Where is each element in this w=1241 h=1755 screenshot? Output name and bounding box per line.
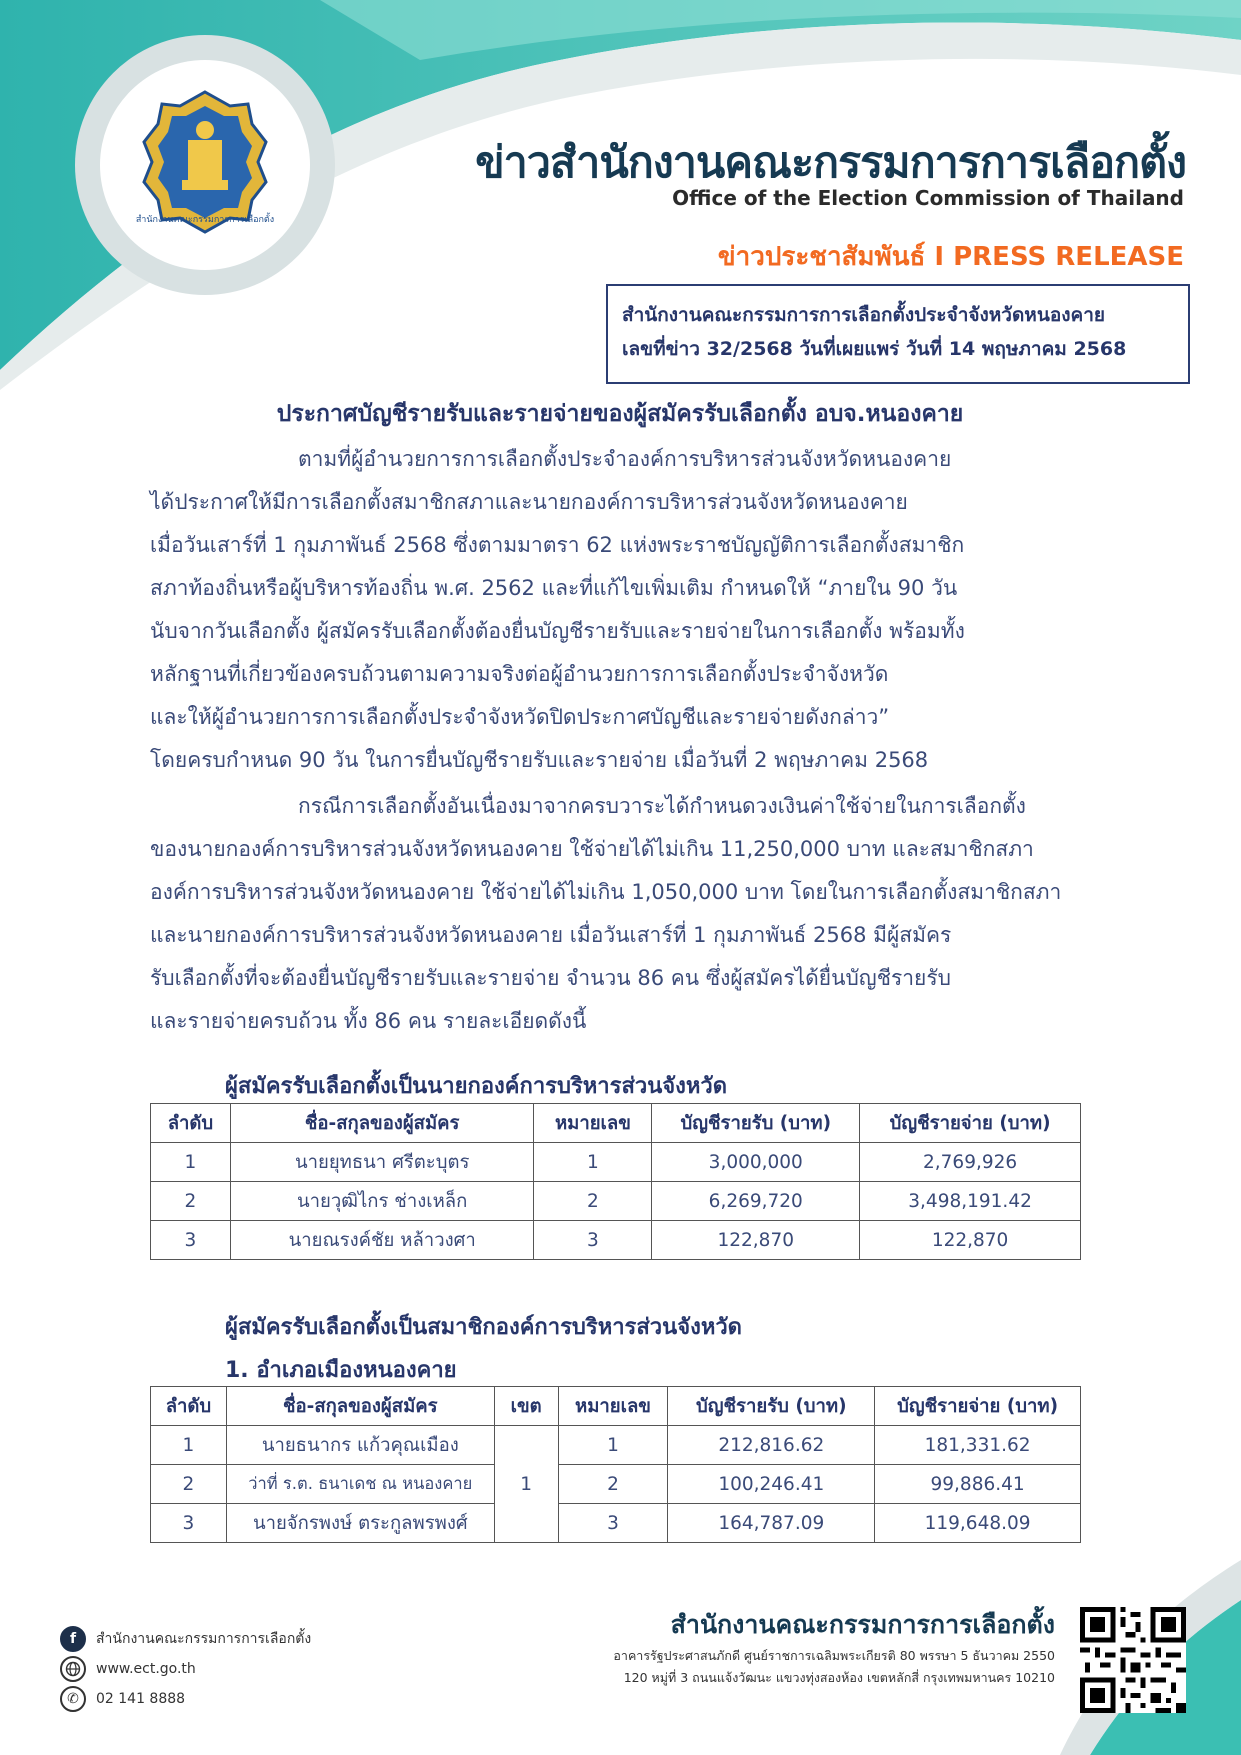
- col-header: เขต: [494, 1387, 558, 1426]
- cell: 3: [558, 1504, 668, 1543]
- cell: นายจักรพงษ์ ตระกูลพรพงศ์: [226, 1504, 494, 1543]
- cell: 122,870: [652, 1221, 860, 1260]
- cell: 1: [151, 1426, 227, 1465]
- facebook-icon: f: [60, 1626, 86, 1652]
- phone-icon: ✆: [60, 1686, 86, 1712]
- paragraph-line: และนายกองค์การบริหารส่วนจังหวัดหนองคาย เมื่อวันเสาร์ที่ 1 กุมภาพันธ์ 2568 มีผู้สมัคร: [150, 923, 952, 947]
- col-header: หมายเลข: [534, 1104, 652, 1143]
- cell: 99,886.41: [875, 1465, 1081, 1504]
- cell: 164,787.09: [668, 1504, 875, 1543]
- qr-code[interactable]: [1080, 1607, 1186, 1713]
- ect-logo: [120, 80, 290, 250]
- globe-icon: [60, 1656, 86, 1682]
- col-header: ลำดับ: [151, 1104, 231, 1143]
- cell: 212,816.62: [668, 1426, 875, 1465]
- cell: 2: [534, 1182, 652, 1221]
- paragraph-line: สภาท้องถิ่นหรือผู้บริหารท้องถิ่น พ.ศ. 2562 และที่แก้ไขเพิ่มเติม กำหนดให้ “ภายใน 90 วัน: [150, 576, 958, 600]
- paragraph-line: ของนายกองค์การบริหารส่วนจังหวัดหนองคาย ใช้จ่ายได้ไม่เกิน 11,250,000 บาท และสมาชิกสภา: [150, 837, 1034, 861]
- table-row: [151, 1426, 1081, 1465]
- col-header: บัญชีรายรับ (บาท): [668, 1387, 875, 1426]
- cell: 2: [151, 1465, 227, 1504]
- mayor-candidates-table: [150, 1103, 1081, 1260]
- announcement-title: ประกาศบัญชีรายรับและรายจ่ายของผู้สมัครรับเลือกตั้ง อบจ.หนองคาย: [276, 401, 964, 427]
- table-row: [151, 1465, 1081, 1504]
- website-label: www.ect.go.th: [96, 1661, 196, 1677]
- footer-phone[interactable]: [60, 1686, 185, 1712]
- cell: 100,246.41: [668, 1465, 875, 1504]
- header-title-thai: ข่าวสำนักงานคณะกรรมการการเลือกตั้ง: [475, 138, 1186, 188]
- cell: ว่าที่ ร.ต. ธนาเดช ณ หนองคาย: [226, 1465, 494, 1504]
- district-cell: 1: [494, 1426, 558, 1543]
- cell: นายณรงค์ชัย หล้าวงศา: [230, 1221, 534, 1260]
- paragraph-line: โดยครบกำหนด 90 วัน ในการยื่นบัญชีรายรับและรายจ่าย เมื่อวันที่ 2 พฤษภาคม 2568: [150, 748, 929, 772]
- release-info-box: [606, 284, 1190, 384]
- release-office: สำนักงานคณะกรรมการการเลือกตั้งประจำจังหวัดหนองคาย: [622, 304, 1106, 326]
- paragraph-line: เมื่อวันเสาร์ที่ 1 กุมภาพันธ์ 2568 ซึ่งตามมาตรา 62 แห่งพระราชบัญญัติการเลือกตั้งสมาชิก: [150, 533, 965, 557]
- footer-address-line2: 120 หมู่ที่ 3 ถนนแจ้งวัฒนะ แขวงทุ่งสองห้อง เขตหลักสี่ กรุงเทพมหานคร 10210: [623, 1670, 1055, 1685]
- cell: นายยุทธนา ศรีตะบุตร: [230, 1143, 534, 1182]
- paragraph-line: นับจากวันเลือกตั้ง ผู้สมัครรับเลือกตั้งต้องยื่นบัญชีรายรับและรายจ่ายในการเลือกตั้ง พร้อมทั้ง: [150, 619, 965, 643]
- col-header: ชื่อ-สกุลของผู้สมัคร: [230, 1104, 534, 1143]
- paragraph-1: [150, 438, 1090, 782]
- table2-heading: ผู้สมัครรับเลือกตั้งเป็นสมาชิกองค์การบริหารส่วนจังหวัด: [225, 1315, 742, 1340]
- footer-website[interactable]: [60, 1656, 196, 1682]
- paragraph-line: และรายจ่ายครบถ้วน ทั้ง 86 คน รายละเอียดดังนี้: [150, 1009, 587, 1033]
- table-header-row: [151, 1387, 1081, 1426]
- paragraph-line: กรณีการเลือกตั้งอันเนื่องมาจากครบวาระได้กำหนดวงเงินค่าใช้จ่ายในการเลือกตั้ง: [298, 794, 1026, 818]
- cell: นายวุฒิไกร ช่างเหล็ก: [230, 1182, 534, 1221]
- facebook-label: สำนักงานคณะกรรมการการเลือกตั้ง: [96, 1631, 312, 1647]
- table2-subheading: 1. อำเภอเมืองหนองคาย: [225, 1358, 457, 1383]
- col-header: ลำดับ: [151, 1387, 227, 1426]
- press-release-label: ข่าวประชาสัมพันธ์ I PRESS RELEASE: [717, 242, 1184, 272]
- cell: 119,648.09: [875, 1504, 1081, 1543]
- cell: 2,769,926: [860, 1143, 1081, 1182]
- col-header: ชื่อ-สกุลของผู้สมัคร: [226, 1387, 494, 1426]
- paragraph-line: องค์การบริหารส่วนจังหวัดหนองคาย ใช้จ่ายได้ไม่เกิน 1,050,000 บาท โดยในการเลือกตั้งสมาชิกสภา: [150, 880, 1062, 904]
- paragraph-line: ตามที่ผู้อำนวยการการเลือกตั้งประจำองค์การบริหารส่วนจังหวัดหนองคาย: [298, 447, 952, 471]
- logo-arc-text: สำนักงานคณะกรรมการการเลือกตั้ง: [135, 215, 275, 225]
- table-row: [151, 1221, 1081, 1260]
- release-number-date: เลขที่ข่าว 32/2568 วันที่เผยแพร่ วันที่ 14 พฤษภาคม 2568: [622, 338, 1127, 360]
- footer-facebook[interactable]: [60, 1626, 311, 1652]
- footer-org-name: สำนักงานคณะกรรมการการเลือกตั้ง: [670, 1610, 1055, 1639]
- footer-address-line1: อาคารรัฐประศาสนภักดี ศูนย์ราชการเฉลิมพระเกียรติ 80 พรรษา 5 ธันวาคม 2550: [613, 1648, 1055, 1663]
- cell: 3: [151, 1221, 231, 1260]
- paragraph-line: ได้ประกาศให้มีการเลือกตั้งสมาชิกสภาและนายกองค์การบริหารส่วนจังหวัดหนองคาย: [150, 490, 908, 514]
- paragraph-2: [150, 785, 1090, 1043]
- cell: 6,269,720: [652, 1182, 860, 1221]
- council-candidates-table: [150, 1386, 1081, 1543]
- cell: 3,498,191.42: [860, 1182, 1081, 1221]
- phone-label: 02 141 8888: [96, 1691, 186, 1707]
- paragraph-line: รับเลือกตั้งที่จะต้องยื่นบัญชีรายรับและรายจ่าย จำนวน 86 คน ซึ่งผู้สมัครได้ยื่นบัญชีรายรับ: [150, 966, 951, 990]
- cell: 2: [558, 1465, 668, 1504]
- header-title-english: Office of the Election Commission of Thailand: [672, 186, 1184, 210]
- col-header: บัญชีรายจ่าย (บาท): [860, 1104, 1081, 1143]
- table-row: [151, 1504, 1081, 1543]
- cell: 3: [151, 1504, 227, 1543]
- paragraph-line: และให้ผู้อำนวยการการเลือกตั้งประจำจังหวัดปิดประกาศบัญชีและรายจ่ายดังกล่าว”: [150, 705, 890, 729]
- cell: 1: [534, 1143, 652, 1182]
- col-header: หมายเลข: [558, 1387, 668, 1426]
- cell: 1: [151, 1143, 231, 1182]
- col-header: บัญชีรายรับ (บาท): [652, 1104, 860, 1143]
- cell: 122,870: [860, 1221, 1081, 1260]
- cell: 181,331.62: [875, 1426, 1081, 1465]
- table-row: [151, 1182, 1081, 1221]
- cell: 2: [151, 1182, 231, 1221]
- col-header: บัญชีรายจ่าย (บาท): [875, 1387, 1081, 1426]
- cell: นายธนากร แก้วคุณเมือง: [226, 1426, 494, 1465]
- table1-heading: ผู้สมัครรับเลือกตั้งเป็นนายกองค์การบริหารส่วนจังหวัด: [225, 1074, 728, 1099]
- paragraph-line: หลักฐานที่เกี่ยวข้องครบถ้วนตามความจริงต่อผู้อำนวยการการเลือกตั้งประจำจังหวัด: [150, 662, 889, 686]
- table-header-row: [151, 1104, 1081, 1143]
- cell: 3,000,000: [652, 1143, 860, 1182]
- table-row: [151, 1143, 1081, 1182]
- cell: 3: [534, 1221, 652, 1260]
- cell: 1: [558, 1426, 668, 1465]
